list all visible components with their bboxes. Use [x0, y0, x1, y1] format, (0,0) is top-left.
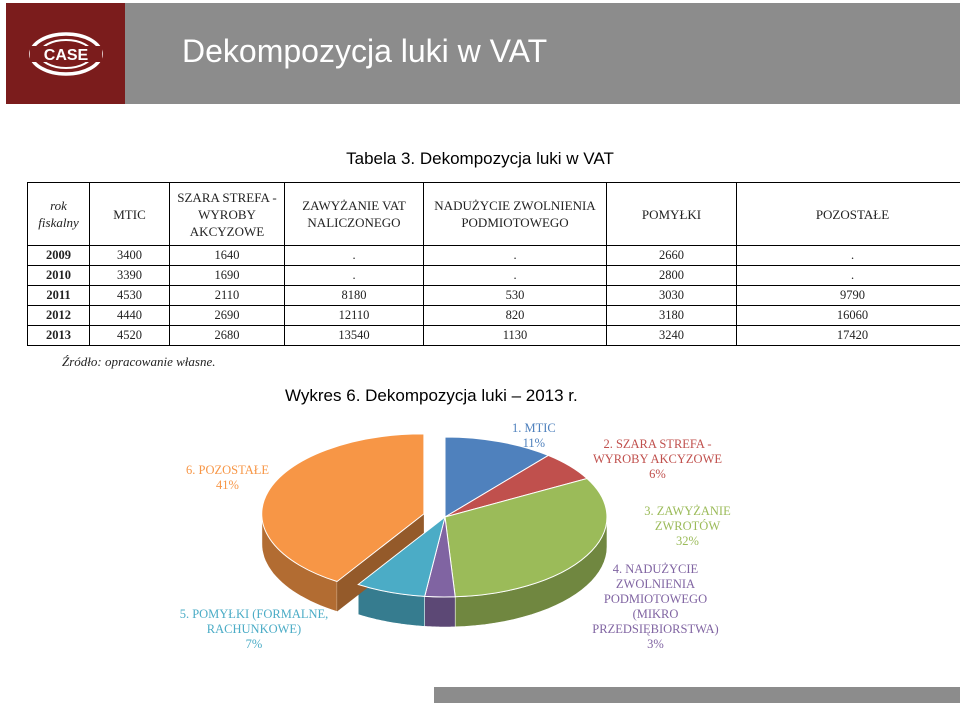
page-title: Dekompozycja luki w VAT	[182, 33, 548, 69]
column-header-naduzycie: NADUŻYCIE ZWOLNIENIA PODMIOTOWEGO	[424, 183, 607, 246]
table-cell: 2660	[607, 246, 737, 266]
table-cell: 8180	[285, 286, 424, 306]
slice-label-naduzycie	[583, 562, 728, 652]
table-caption: Tabela 3. Dekompozycja luki w VAT	[346, 149, 614, 168]
table-cell: 4520	[90, 326, 170, 346]
slice-label-percent: 7%	[245, 637, 263, 651]
table-cell: 4530	[90, 286, 170, 306]
slice-label-percent: 6%	[649, 467, 666, 481]
slice-label-text: 3. ZAWYŻANIE ZWROTÓW	[644, 504, 731, 533]
column-header-mtic: MTIC	[90, 183, 170, 246]
table-cell: 1640	[170, 246, 285, 266]
table-cell: 13540	[285, 326, 424, 346]
table-cell: 2010	[28, 266, 90, 286]
table-cell: .	[737, 266, 960, 286]
table-cell: 2690	[170, 306, 285, 326]
table-cell: .	[737, 246, 960, 266]
table-cell: 3240	[607, 326, 737, 346]
footer-bar	[434, 687, 960, 703]
slice-label-text: 1. MTIC	[512, 421, 556, 435]
table-cell: 3030	[607, 286, 737, 306]
column-header-szara-strefa: SZARA STREFA - WYROBY AKCYZOWE	[170, 183, 285, 246]
slice-label-szara-strefa	[590, 437, 725, 482]
table-cell: 3390	[90, 266, 170, 286]
slice-label-percent: 11%	[522, 436, 546, 450]
table-cell: 1690	[170, 266, 285, 286]
table-cell: .	[285, 246, 424, 266]
logo-text: CASE	[43, 47, 89, 64]
table-cell: 16060	[737, 306, 960, 326]
table-cell: 2009	[28, 246, 90, 266]
slice-label-text: 2. SZARA STREFA - WYROBY AKCYZOWE	[592, 437, 723, 466]
slice-label-zawyzanie	[640, 504, 735, 549]
table-cell: .	[424, 266, 607, 286]
column-header-pozostale: POZOSTAŁE	[737, 183, 960, 246]
slice-label-percent: 3%	[647, 637, 664, 651]
slice-label-mtic	[512, 421, 556, 451]
table-cell: 12110	[285, 306, 424, 326]
table-cell: 17420	[737, 326, 960, 346]
table-cell: 2013	[28, 326, 90, 346]
table-cell: 1130	[424, 326, 607, 346]
table-cell: .	[285, 266, 424, 286]
table-cell: .	[424, 246, 607, 266]
slice-label-percent: 32%	[676, 534, 699, 548]
column-header-pomylki: POMYŁKI	[607, 183, 737, 246]
slice-label-text: 6. POZOSTAŁE	[186, 463, 270, 477]
table-cell: 2012	[28, 306, 90, 326]
slice-label-pozostale	[186, 463, 269, 493]
slice-label-pomylki	[170, 607, 338, 652]
pie-side-naduz-ycie-zwolnienia-podmioto	[425, 596, 456, 627]
table-cell: 820	[424, 306, 607, 326]
column-header-year: rok fiskalny	[28, 183, 90, 246]
table-cell: 2011	[28, 286, 90, 306]
slice-label-text: 4. NADUŻYCIE ZWOLNIENIA PODMIOTOWEGO (MIKRO PRZEDSIĘBIORSTWA)	[592, 562, 719, 636]
table-cell: 3180	[607, 306, 737, 326]
table-cell: 2680	[170, 326, 285, 346]
table-cell: 3400	[90, 246, 170, 266]
slice-label-percent: 41%	[216, 478, 239, 492]
table-cell: 4440	[90, 306, 170, 326]
column-header-zawyzanie: ZAWYŻANIE VAT NALICZONEGO	[285, 183, 424, 246]
table-cell: 9790	[737, 286, 960, 306]
table-cell: 2800	[607, 266, 737, 286]
slice-label-text: 5. POMYŁKI (FORMALNE, RACHUNKOWE)	[179, 607, 329, 636]
chart-title: Wykres 6. Dekompozycja luki – 2013 r.	[285, 386, 578, 405]
table-cell: 530	[424, 286, 607, 306]
source-note: Źródło: opracowanie własne.	[62, 354, 216, 369]
table-cell: 2110	[170, 286, 285, 306]
